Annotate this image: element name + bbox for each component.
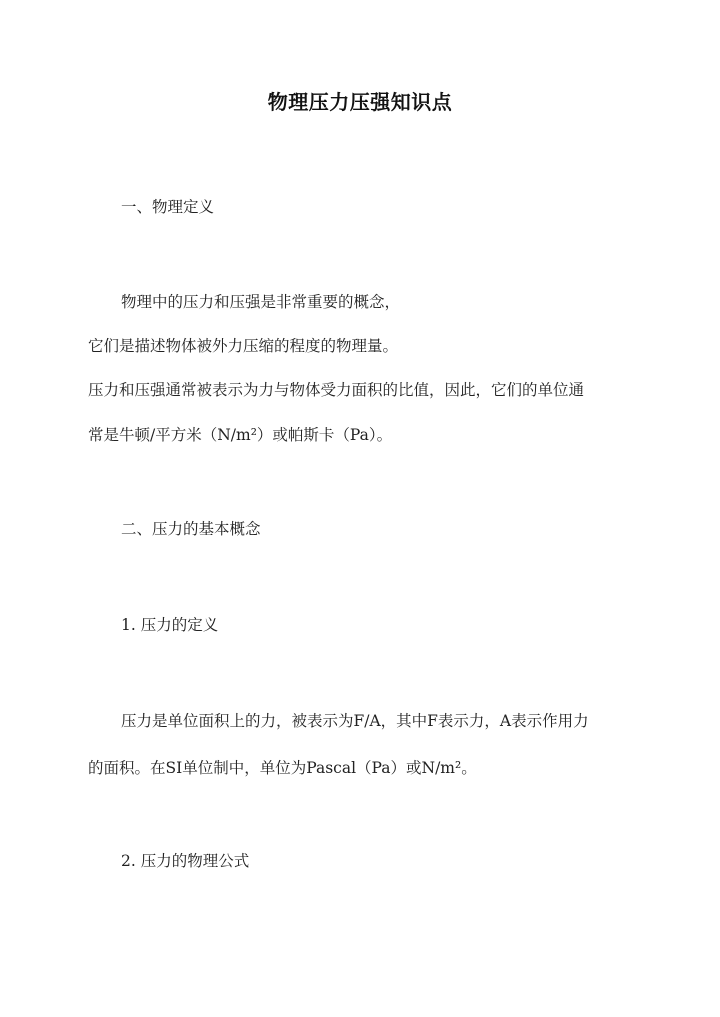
- paragraph-line: 常是牛顿/平方米（N/m²）或帕斯卡（Pa）。: [88, 426, 393, 444]
- document-title: 物理压力压强知识点: [267, 90, 453, 114]
- section-heading-physics-definition: 一、物理定义: [121, 198, 215, 216]
- paragraph-line: 压力是单位面积上的力，被表示为F/A，其中F表示力，A表示作用力: [121, 712, 589, 730]
- paragraph-line: 物理中的压力和压强是非常重要的概念，: [121, 293, 401, 311]
- paragraph-line: 它们是描述物体被外力压缩的程度的物理量。: [88, 337, 399, 355]
- paragraph-line: 压力和压强通常被表示为力与物体受力面积的比值，因此，它们的单位通: [88, 381, 585, 399]
- subsection-heading-pressure-formula: 2. 压力的物理公式: [121, 852, 250, 870]
- subsection-heading-pressure-definition: 1. 压力的定义: [121, 616, 219, 634]
- paragraph-line: 的面积。在SI单位制中，单位为Pascal（Pa）或N/m²。: [88, 759, 477, 777]
- section-heading-pressure-basics: 二、压力的基本概念: [121, 520, 261, 538]
